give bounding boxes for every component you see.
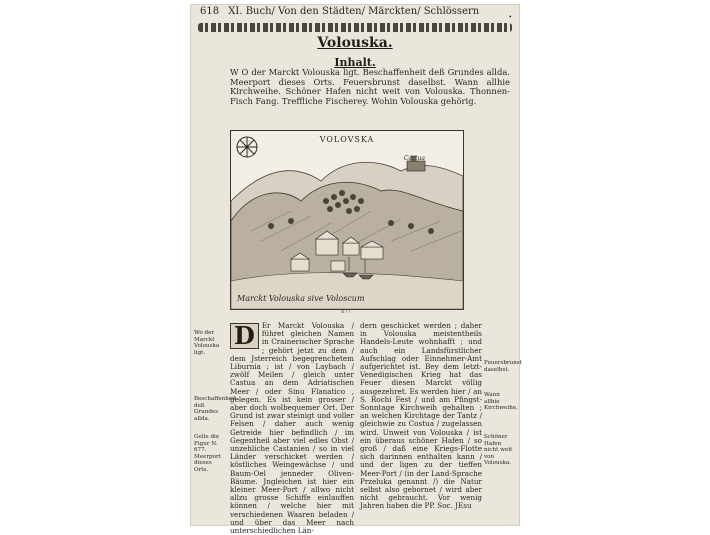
contents-summary: W O der Marckt Volouska ligt. Beschaffenheit deß Grundes allda. Meerport dieses Orts. Feuersbrunst daselbst. Wann allhie Kirchweihe. Schöner Hafen nicht weit von Volouska. Thonnen-Fisch Fang. Treffliche Fischerey. Wohin Volouska gehörig. bbox=[230, 67, 510, 106]
margin-note-left-2: Beschaffenheit deß Grundes allda. bbox=[194, 396, 237, 422]
margin-note-left-3: Gelle die Figur N. 677. Meerport dieses Orts. bbox=[194, 434, 221, 473]
right-column-text: dern geschicket werden ; daher in Volouska meistentheils Handels-Leute wohnhafft ; und auch ein Landsfürstlicher Aufschlag oder Einnehmer-Amt aufgerichtet ist. Bey dem letzt-Venedigischen Krieg hat das Feuer diesen Marckt völlig ausgezehret. Es werden hier / an S. Rochi Fest / und am Pfingst-Sonntage Kirchweih gehalten ; an welchen Kirchtage der Tantz / gleichwie zu Costua / zugelassen wird. Unweit von Volouska / ist ein überaus schöner Hafen / so groß / daß eine Kriegs-Flotte sich darinnen enthalten kann / und der ligen zu der tieffen Meer-Port / (in der Land-Sprache Przeluka genannt /) die Natur selbst also gebornet / wird aber nicht gebraucht. Vor wenig Jahren haben die PP. Soc. JEsu bbox=[360, 321, 482, 511]
contents-heading: Inhalt. bbox=[334, 56, 376, 69]
corner-mark-icon: • bbox=[508, 14, 512, 21]
chapter-title: Volouska. bbox=[317, 35, 393, 51]
margin-note-right-1: Feuersbrunst daselbst. bbox=[484, 360, 522, 373]
left-text-column bbox=[230, 321, 354, 535]
margin-note-right-2: Wann allhie Kirchweihe. bbox=[484, 392, 518, 412]
book-page bbox=[190, 4, 522, 535]
ornamental-border bbox=[198, 23, 512, 32]
plate-number: 677 bbox=[341, 309, 351, 315]
left-column-text: Er Marckt Volouska / führet gleichen Namen in Crainerischer Sprache ; gehört jetzt zu dem / dem Jsterreich begegrenchetem Liburnia ; ist / von Laybach / zwölf Meilen / gleich unter Castua an dem Adriatischen Meer / oder Sinu Flanatico , gelegen. Es ist kein grosser / aber doch wolbequemer Ort. Der Grund ist zwar steinigt und voller Felsen / daher auch wenig Getreide hier befindlich / im Gegentheil aber viel edles Obst / unzehliche Castanien / so in viel Länder verschicket werden / köstliches Weingewächse / und Baum-Oel jenneder Oliven-Bäume. Jngleichen ist hier ein kleiner Meer-Port / allwo nicht allzu grosse Schiffe einlauffen können / welche hier mit verschiedenen Waaren beladen / und über das Meer nach unterschiedlichen Län- bbox=[230, 321, 354, 535]
right-text-column bbox=[360, 322, 482, 518]
running-title: XI. Buch/ Von den Städten/ Märckten/ Schlössern bbox=[228, 6, 480, 17]
engraving-caption: Marckt Volouska sive Voloscum bbox=[237, 294, 365, 303]
drop-cap: D bbox=[230, 323, 259, 349]
page-number: 618 bbox=[200, 6, 220, 17]
margin-note-right-3: Schöner Hafen nicht weit von Volouska. bbox=[484, 434, 513, 467]
landscape-illustration bbox=[231, 131, 463, 309]
engraving-volouska bbox=[230, 130, 464, 310]
running-header bbox=[200, 6, 510, 17]
castle-label: Castua bbox=[403, 155, 425, 162]
engraving-title: VOLOVSKA bbox=[319, 135, 375, 144]
margin-note-left-1: Wo der Marckt Volouska ligt. bbox=[194, 330, 220, 356]
